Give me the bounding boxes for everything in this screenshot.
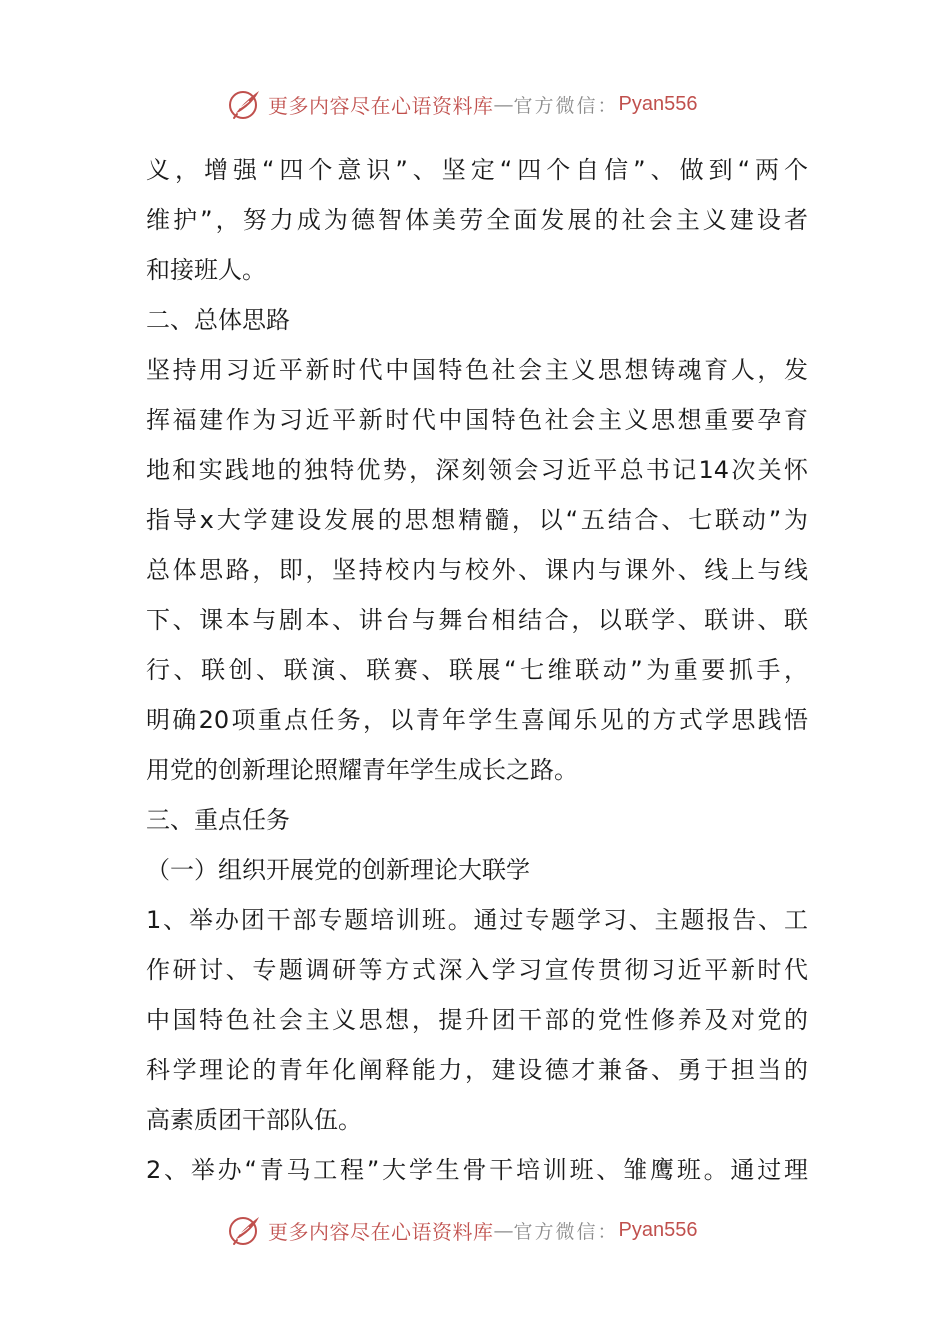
- watermark-dash: —: [493, 1218, 514, 1242]
- text-line: 2、举办“青马工程”大学生骨干培训班、雏鹰班。通过理: [146, 1156, 808, 1184]
- text-line: 坚持用习近平新时代中国特色社会主义思想铸魂育人，发: [146, 356, 808, 384]
- subsection-heading: （一）组织开展党的创新理论大联学: [146, 856, 530, 884]
- section-heading: 三、重点任务: [146, 806, 290, 834]
- watermark-brand: 更多内容尽在心语资料库: [268, 1219, 494, 1244]
- watermark-brand: 更多内容尽在心语资料库: [268, 93, 494, 118]
- text-line: 行、联创、联演、联赛、联展“七维联动”为重要抓手，: [146, 656, 808, 684]
- footer-watermark: [228, 1210, 697, 1250]
- header-watermark: [228, 84, 697, 124]
- text-line: 和接班人。: [146, 256, 266, 284]
- quill-logo-icon: [228, 87, 262, 121]
- text-line: 1、举办团干部专题培训班。通过专题学习、主题报告、工: [146, 906, 808, 934]
- watermark-wechat-label: 官方微信：: [513, 1220, 619, 1243]
- text-line: 维护”，努力成为德智体美劳全面发展的社会主义建设者: [146, 206, 808, 234]
- text-line: 义，增强“四个意识”、坚定“四个自信”、做到“两个: [146, 156, 808, 184]
- text-line: 挥福建作为习近平新时代中国特色社会主义思想重要孕育: [146, 406, 808, 434]
- watermark-wechat-label: 官方微信：: [513, 94, 619, 117]
- text-line: 中国特色社会主义思想，提升团干部的党性修养及对党的: [146, 1006, 808, 1034]
- watermark-wechat-id: Pyan556: [618, 92, 698, 115]
- quill-logo-icon: [228, 1213, 262, 1247]
- text-line: 指导x大学建设发展的思想精髓，以“五结合、七联动”为: [146, 506, 808, 534]
- text-line: 用党的创新理论照耀青年学生成长之路。: [146, 756, 578, 784]
- text-line: 下、课本与剧本、讲台与舞台相结合，以联学、联讲、联: [146, 606, 808, 634]
- watermark-dash: —: [493, 92, 514, 116]
- text-line: 高素质团干部队伍。: [146, 1106, 362, 1134]
- text-line: 科学理论的青年化阐释能力，建设德才兼备、勇于担当的: [146, 1056, 808, 1084]
- text-line: 地和实践地的独特优势，深刻领会习近平总书记14次关怀: [146, 456, 808, 484]
- document-body: [146, 145, 808, 1195]
- text-line: 作研讨、专题调研等方式深入学习宣传贯彻习近平新时代: [146, 956, 808, 984]
- watermark-wechat-id: Pyan556: [618, 1218, 698, 1241]
- text-line: 明确20项重点任务，以青年学生喜闻乐见的方式学思践悟: [146, 706, 808, 734]
- text-line: 总体思路，即，坚持校内与校外、课内与课外、线上与线: [146, 556, 808, 584]
- section-heading: 二、总体思路: [146, 306, 290, 334]
